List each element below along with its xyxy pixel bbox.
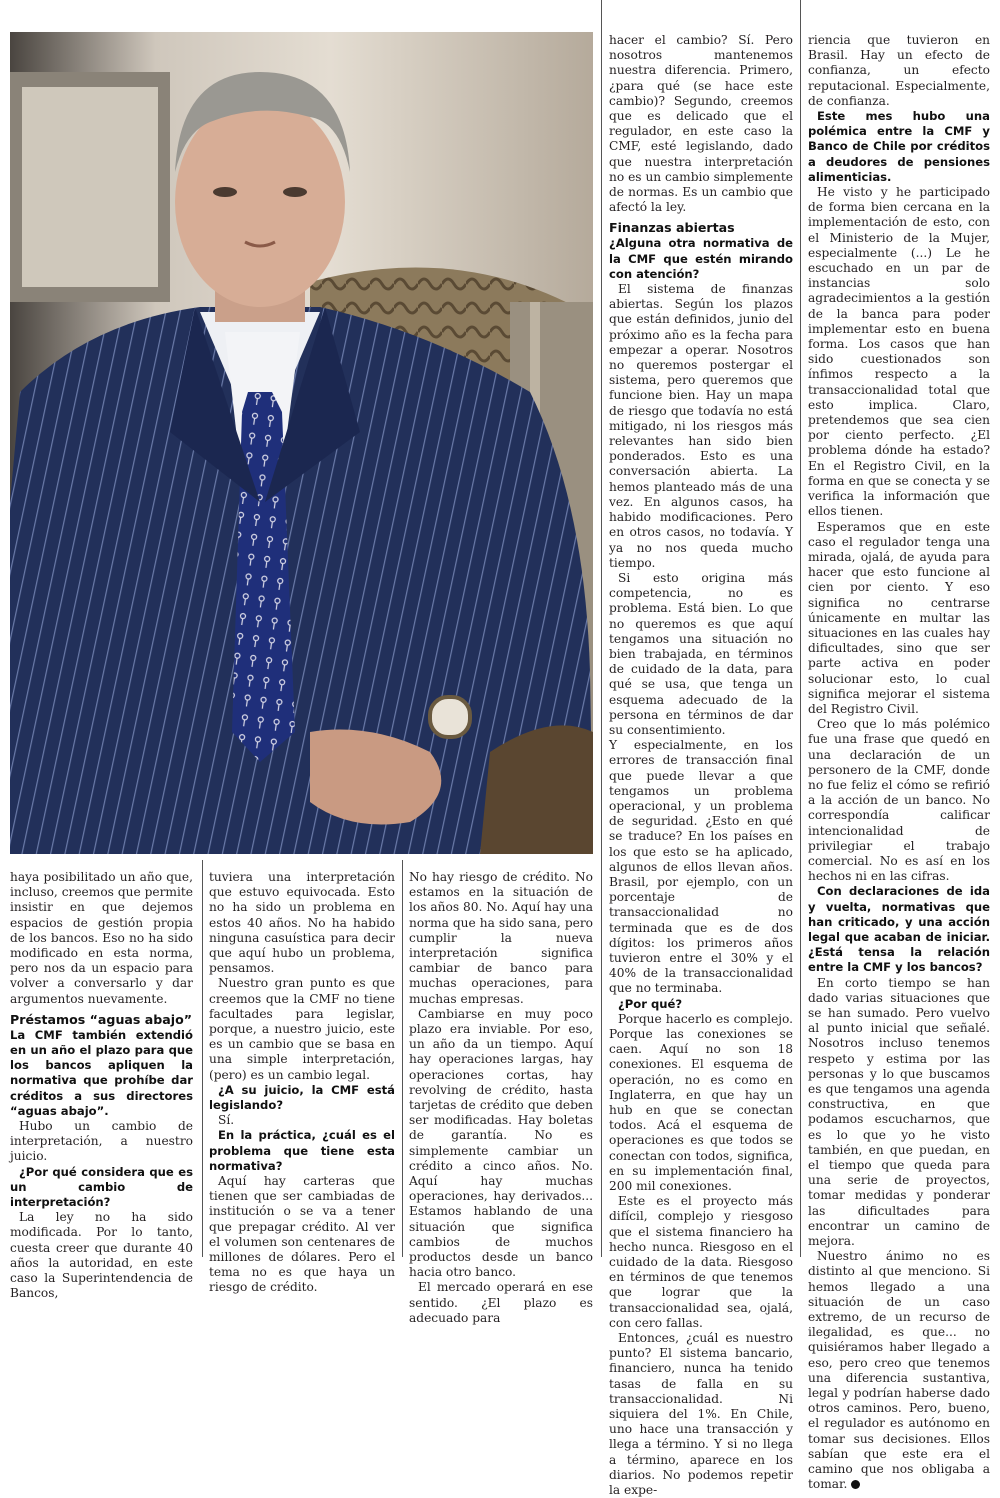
interview-question: La CMF también extendió en un año el plazo para que los bancos apliquen la normativa que prohíbe dar créditos a sus directores “aguas abajo”. (10, 1027, 193, 1118)
paragraph: tuviera una interpretación que estuvo equivocada. Esto no ha sido un problema en estos 40 años. No ha habido ninguna casuística para decir que aquí hubo un problema, pensamos. (209, 870, 395, 976)
paragraph: Aquí hay carteras que tienen que ser cambiadas de institución o se va a tener que prepagar crédito. Al ver el volumen son centenares de millones de dólares. Pero el tema no es que haya un riesgo de crédito. (209, 1174, 395, 1295)
interview-question: ¿Alguna otra normativa de la CMF que estén mirando con atención? (609, 236, 793, 281)
paragraph: Cambiarse en muy poco plazo era inviable. Por eso, un año da un tiempo. Aquí hay operaciones largas, hay operaciones cortas, hay revolving de crédito, hasta tarjetas de crédito que deben ser modificadas. Hay boletas de garantía. No es simplemente cambiar un crédito a cinco años. No. Aquí hay muchas operaciones, hay derivados... Estamos hablando de una situación que significa cambios de muchos productos desde un banco hacia otro banco. (409, 1006, 593, 1280)
article-column-3-top (609, 33, 793, 1498)
interview-question: Con declaraciones de ida y vuelta, normativas que han criticado, y una acción legal que acaban de iniciar. ¿Está tensa la relación entre la CMF y los bancos? (808, 884, 990, 975)
paragraph: hacer el cambio? Sí. Pero nosotros mantenemos nuestra diferencia. Primero, ¿para qué (se hace este cambio)? Segundo, creemos que es delicado que el regulador, en este caso la CMF, esté legislando, dado que nuestra interpretación no es un cambio simplemente de normas. Es un cambio que afectó la ley. (609, 33, 793, 215)
paragraph: El mercado operará en ese sentido. ¿El plazo es adecuado para (409, 1280, 593, 1325)
interview-question: En la práctica, ¿cuál es el problema que tiene esta normativa? (209, 1128, 395, 1173)
paragraph: Creo que lo más polémico fue una frase que quedó en una declaración de un personero de la CMF, donde no fue feliz el cómo se refirió a la acción de un banco. No correspondía calificar intencionalidad de privilegiar el trabajo comercial. No es así en los hechos ni en las cifras. (808, 717, 990, 884)
column-rule (800, 0, 801, 1257)
article-column-4 (808, 33, 990, 1493)
portrait-illustration (10, 32, 593, 854)
interview-portrait-photo (10, 32, 593, 854)
paragraph: En corto tiempo se han dado varias situaciones que se han sumado. Pero vuelvo al punto inicial que señalé. Nosotros incluso tenemos respeto y estima por las personas y lo que buscamos es que tengamos una agenda constructiva, en que podamos escucharnos, que es lo que yo he visto también, en que puedan, en el tiempo que queda para una serie de proyectos, tomar medidas y ponderar las dificultades para encontrar un camino de mejora. (808, 975, 990, 1249)
paragraph: Este es el proyecto más difícil, complejo y riesgoso que el sistema financiero ha hecho nunca. Riesgoso en el cuidado de la data. Riesgoso en términos de que tenemos que lograr que la transaccionalidad sea, ojalá, con cero fallas. (609, 1194, 793, 1330)
interview-question: ¿Por qué? (618, 996, 683, 1011)
paragraph: Nuestro gran punto es que creemos que la CMF no tiene facultades para legislar, porque, a nuestro juicio, este es un cambio que se basa en una simple interpretación, (pero) es un cambio legal. (209, 976, 395, 1082)
paragraph: Nuestro ánimo no es distinto al que menciono. Si hemos llegado a una situación de un caso extremo, de un recurso de ilegalidad, es que... no quisiéramos haber llegado a eso, pero creo que tenemos una diferencia sustantiva, legal y podrían haberse dado otros caminos. Pero, bueno, el regulador es autónomo en tomar sus decisiones. Ellos sabían que este era el camino que nos obligaba a tomar. P (808, 1249, 990, 1492)
column-rule (601, 0, 602, 1257)
paragraph: El sistema de finanzas abiertas. Según los plazos que están definidos, junio del próximo año es la fecha para empezar a operar. Nosotros no queremos postergar el sistema, pero queremos que funcione bien. Hay un mapa de riesgo que todavía no está mitigado, ni los riesgos más relevantes han sido bien ponderados. Esto es una conversación abierta. La hemos planteado más de una vez. En algunos casos, ha habido modificaciones. Pero en otros casos, no todavía. Y ya no nos queda mucho tiempo. (609, 282, 793, 570)
section-subheading: Finanzas abiertas (609, 220, 735, 236)
paragraph: haya posibilitado un año que, incluso, creemos que permite insistir en que dejemos espacios de gestión propia de los bancos. Eso no ha sido modificado en esta norma, pero nos da un espacio para volver a conversarlo y dar argumentos nuevamente. (10, 870, 193, 1006)
article-column-3-bottom (409, 870, 593, 1326)
end-of-article-icon: P (851, 1480, 860, 1489)
interview-question: Este mes hubo una polémica entre la CMF y Banco de Chile por créditos a deudores de pensiones alimenticias. (808, 109, 990, 184)
paragraph: He visto y he participado de forma bien cercana en la implementación de esto, con el Ministerio de la Mujer, especialmente (...) Le he escuchado en un par de instancias solo agradecimientos a la gestión de la banca para poder implementar esto en buena forma. Los casos que han sido cuestionados son ínfimos respecto a la transaccionalidad total que esto implica. Claro, pretendemos que sea cien por ciento perfecto. ¿El problema dónde ha estado? En el Registro Civil, en la forma en que se conecta y se verifica la información que ellos tienen. (808, 185, 990, 519)
paragraph: Sí. (218, 1113, 235, 1128)
column-rule (402, 860, 403, 1257)
article-column-1-bottom (10, 870, 193, 1301)
paragraph: Esperamos que en este caso el regulador tenga una mirada, ojalá, de ayuda para hacer que esto funcione al cien por ciento. Y eso significa no centrarse únicamente en multar las situaciones en las cuales hay dificultades, sino que ser parte activa en poder solucionar esto, lo cual significa mejorar el sistema del Registro Civil. (808, 519, 990, 716)
column-rule (202, 860, 203, 1257)
paragraph: Entonces, ¿cuál es nuestro punto? El sistema bancario, financiero, nunca ha tenido tasas de falla en su transaccionalidad. Ni siquiera del 1%. En Chile, uno hace una transacción y llega a término. Y si no llega a término, aparece en los diarios. No podemos repetir la expe- (609, 1331, 793, 1498)
interview-question: ¿A su juicio, la CMF está legislando? (209, 1082, 395, 1113)
paragraph: Y especialmente, en los errores de transacción final que puede llevar a que tengamos un problema operacional, y un problema de seguridad. ¿Esto en qué se traduce? En los países en los que esto se ha aplicado, algunos de ellos llevan años. Brasil, por ejemplo, con un porcentaje de transaccionalidad no terminada que es de dos dígitos: los primeros años tuvieron entre el 30% y el 40% de la transaccionalidad que no terminaba. (609, 738, 793, 996)
interview-question: ¿Por qué considera que es un cambio de interpretación? (10, 1164, 193, 1210)
paragraph: riencia que tuvieron en Brasil. Hay un efecto de confianza, un efecto reputacional. Especialmente, de confianza. (808, 33, 990, 108)
paragraph: Hubo un cambio de interpretación, a nuestro juicio. (10, 1119, 193, 1164)
paragraph: La ley no ha sido modificada. Por lo tanto, cuesta creer que durante 40 años la autoridad, en este caso la Superintendencia de Bancos, (10, 1210, 193, 1301)
paragraph: Porque hacerlo es complejo. Porque las conexiones se caen. Aquí no son 18 conexiones. El esquema de operación, no es como en Inglaterra, en que hay un hub en que se conectan todos. Acá el esquema de operaciones es que todos se conectan con todos, significa, en su implementación final, 200 mil conexiones. (609, 1011, 793, 1194)
section-subheading: Préstamos “aguas abajo” (10, 1011, 193, 1027)
article-column-2-bottom (209, 870, 395, 1296)
paragraph: No hay riesgo de crédito. No estamos en la situación de los años 80. No. Aquí hay una norma que ha sido sana, pero cumplir la nueva interpretación significa cambiar de banco para muchas operaciones, para muchas empresas. (409, 870, 593, 1006)
paragraph: Si esto origina más competencia, no es problema. Está bien. Lo que no queremos es que aquí tengamos una situación no bien trabajada, en términos de cuidado de la data, para qué se usa, que tenga un esquema adecuado de la persona en términos de dar su consentimiento. (609, 570, 793, 737)
